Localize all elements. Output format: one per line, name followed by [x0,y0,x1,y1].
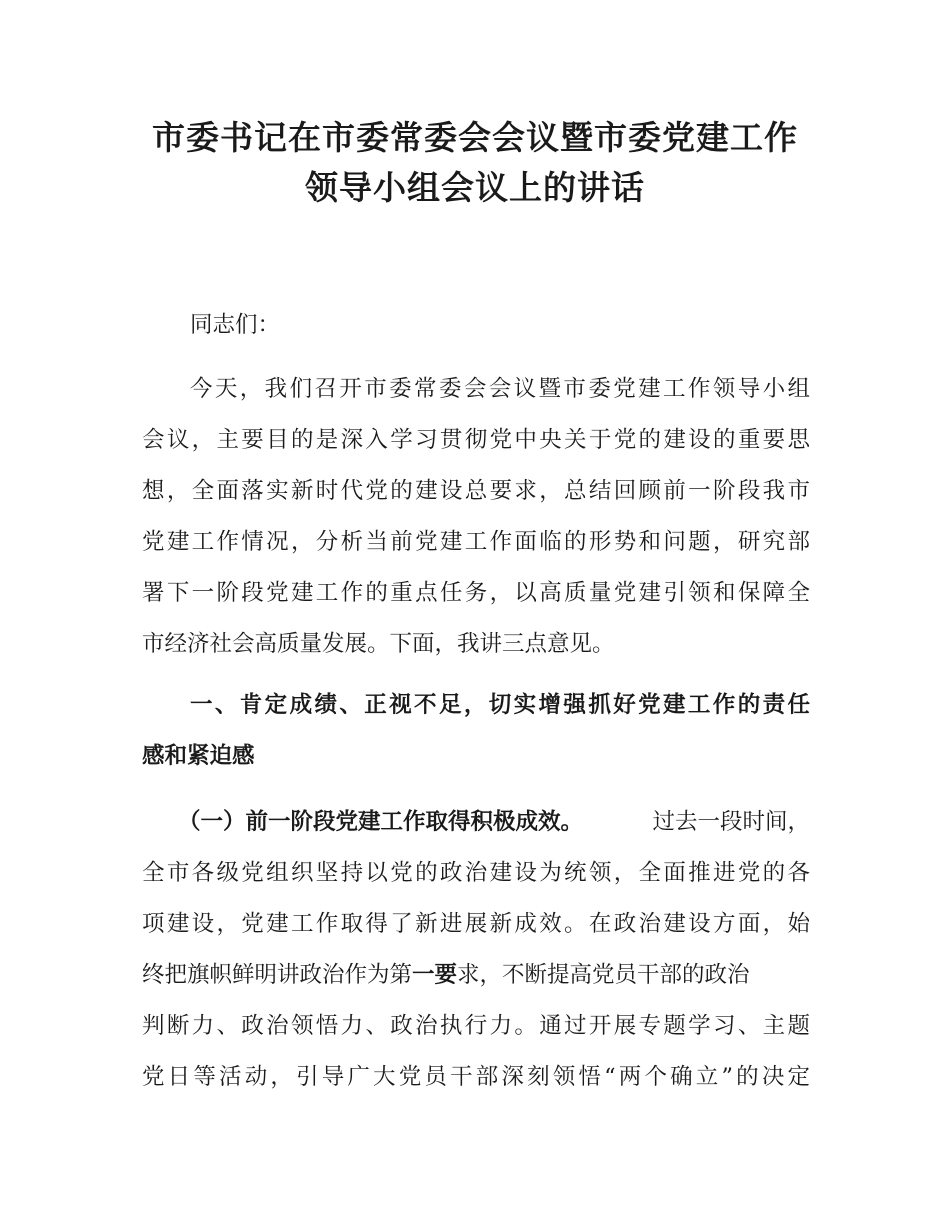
paragraph-2-line-2: 项建设，党建工作取得了新进展新成效。在政治建设方面，始 [142,911,810,937]
document-title-line-1: 市委书记在市委常委会会议暨市委党建工作 [152,118,798,157]
paragraph-1-line-6: 市经济社会高质量发展。下面，我讲三点意见。 [142,631,615,657]
section-heading-1-line-2: 感和紧迫感 [142,743,255,769]
salutation: 同志们： [190,312,281,338]
paragraph-1-line-2: 会议，主要目的是深入学习贯彻党中央关于党的建设的重要思 [142,427,810,453]
paragraph-1-line-3: 想，全面落实新时代党的建设总要求，总结回顾前一阶段我市 [142,478,810,504]
paragraph-1-line-4: 党建工作情况，分析当前党建工作面临的形势和问题，研究部 [142,529,810,555]
paragraph-2-line-3-part-2: 求，不断提高党员干部的政治 [457,962,750,988]
paragraph-2-line-3-emphasis: 一要 [412,962,458,988]
paragraph-1-line-5: 署下一阶段党建工作的重点任务，以高质量党建引领和保障全 [142,580,810,606]
subsection-1-heading: （一）前一阶段党建工作取得积极成效。 [178,809,584,835]
section-heading-1-line-1: 一、肯定成绩、正视不足，切实增强抓好党建工作的责任 [190,692,810,718]
paragraph-2-line-5: 党日等活动，引导广大党员干部深刻领悟“两个确立”的决定 [142,1064,810,1090]
paragraph-2-line-1: 全市各级党组织坚持以党的政治建设为统领，全面推进党的各 [142,860,810,886]
paragraph-2-line-4: 判断力、政治领悟力、政治执行力。通过开展专题学习、主题 [142,1013,810,1039]
document-title-line-2: 领导小组会议上的讲话 [305,168,645,207]
subsection-1-intro: 过去一段时间， [652,809,810,835]
paragraph-1-line-1: 今天，我们召开市委常委会会议暨市委党建工作领导小组 [190,376,810,402]
paragraph-2-line-3-part-1: 终把旗帜鲜明讲政治作为第 [142,962,413,988]
